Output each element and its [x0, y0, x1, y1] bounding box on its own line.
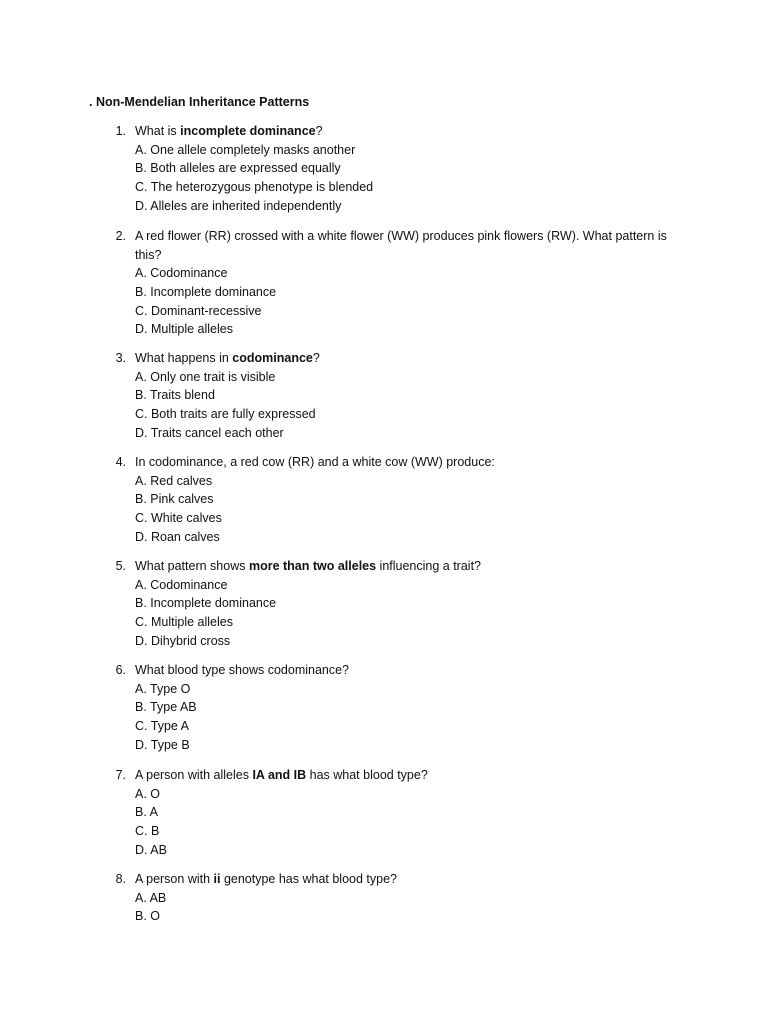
stem-text: What happens in [135, 351, 233, 365]
answer-option: B. Both alleles are expressed equally [135, 161, 341, 176]
stem-text: ? [312, 351, 320, 365]
stem-text: What pattern shows [135, 559, 249, 573]
answer-option: A. AB [135, 890, 167, 905]
answer-options [135, 576, 675, 651]
answer-options [135, 785, 675, 860]
answer-option: B. Traits blend [135, 388, 215, 403]
answer-options [135, 680, 675, 755]
question-number: 7. [115, 768, 126, 782]
answer-options [135, 472, 675, 547]
question-number: 4. [115, 455, 126, 469]
stem-text: In codominance, a red cow (RR) and a white cow (WW) produce: [135, 455, 495, 469]
stem-text: influencing a trait? [376, 559, 482, 573]
answer-option: A. Only one trait is visible [135, 369, 276, 384]
stem-text: A person with alleles [135, 768, 253, 782]
answer-option: C. B [135, 824, 160, 839]
answer-option: C. Dominant-recessive [135, 303, 262, 318]
question-stem [135, 349, 690, 368]
question-number: 6. [115, 663, 126, 677]
answer-options [135, 141, 675, 216]
stem-text: What blood type shows codominance? [135, 663, 350, 677]
stem-emphasis: ii [213, 872, 221, 886]
question-stem [135, 453, 690, 472]
answer-option: C. The heterozygous phenotype is blended [135, 180, 374, 195]
answer-option: D. Alleles are inherited independently [135, 198, 342, 213]
answer-option: A. Codominance [135, 577, 228, 592]
stem-text: genotype has what blood type? [220, 872, 397, 886]
question-number: 3. [115, 351, 126, 365]
stem-emphasis: codominance [232, 351, 313, 365]
answer-option: A. Type O [135, 681, 191, 696]
stem-emphasis: IA and IB [252, 768, 307, 782]
stem-text: A red flower (RR) crossed with a white flower (WW) produces pink flowers (RW). What pattern is this? [135, 229, 667, 262]
section-title: . Non-Mendelian Inheritance Patterns [89, 95, 310, 109]
stem-emphasis: incomplete dominance [180, 124, 316, 138]
stem-text: has what blood type? [306, 768, 428, 782]
answer-option: D. Type B [135, 737, 190, 752]
answer-option: D. Dihybrid cross [135, 633, 231, 648]
question-stem [135, 557, 690, 576]
question-stem [135, 661, 690, 680]
answer-option: C. Type A [135, 719, 189, 734]
answer-option: B. Pink calves [135, 492, 214, 507]
answer-option: B. A [135, 805, 158, 820]
answer-option: B. Incomplete dominance [135, 596, 277, 611]
question-stem [135, 766, 690, 785]
question-number: 5. [115, 559, 126, 573]
question-number: 2. [115, 229, 126, 243]
answer-option: B. Type AB [135, 700, 197, 715]
answer-option: D. Traits cancel each other [135, 425, 284, 440]
answer-option: D. Roan calves [135, 529, 220, 544]
answer-option: C. White calves [135, 511, 222, 526]
answer-option: C. Multiple alleles [135, 615, 233, 630]
answer-options [135, 368, 675, 443]
answer-option: A. Red calves [135, 473, 213, 488]
answer-option: D. Multiple alleles [135, 322, 233, 337]
answer-option: B. O [135, 909, 161, 924]
question-number: 1. [115, 124, 126, 138]
answer-option: B. Incomplete dominance [135, 284, 277, 299]
question-stem [135, 227, 690, 264]
answer-option: D. AB [135, 842, 167, 857]
question-stem [135, 122, 690, 141]
answer-options [135, 264, 675, 339]
stem-emphasis: more than two alleles [248, 559, 377, 573]
answer-options [135, 889, 675, 927]
answer-option: C. Both traits are fully expressed [135, 407, 316, 422]
answer-option: A. One allele completely masks another [135, 142, 356, 157]
answer-option: A. Codominance [135, 266, 228, 280]
stem-text: ? [315, 124, 323, 138]
question-stem [135, 870, 690, 889]
question-number: 8. [115, 872, 126, 886]
answer-option: A. O [135, 786, 161, 801]
stem-text: A person with [135, 872, 214, 886]
stem-text: What is [135, 124, 181, 138]
